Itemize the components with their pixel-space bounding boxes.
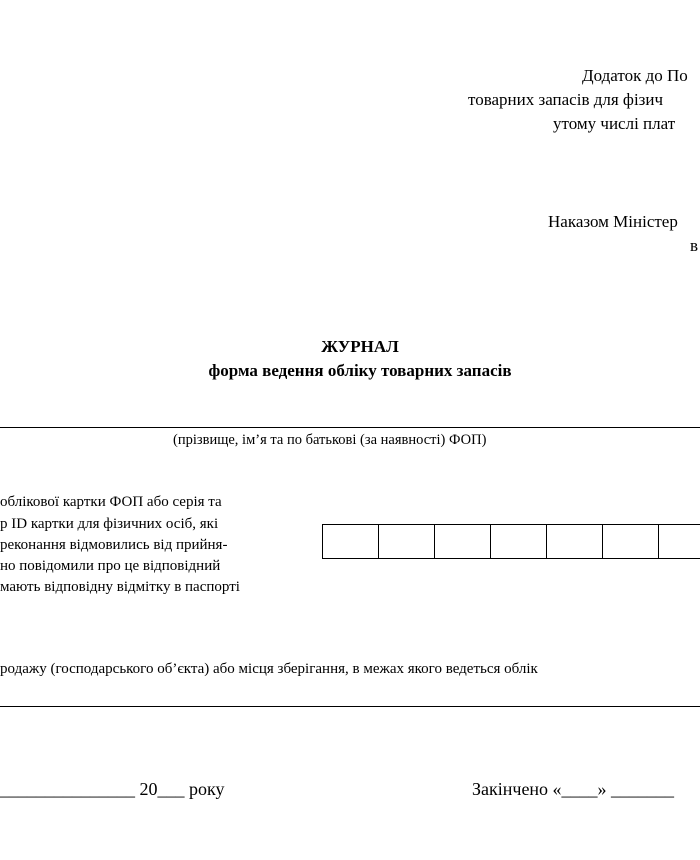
appendix-header-line-2: товарних запасів для фізич — [468, 90, 664, 109]
document-title: ЖУРНАЛ — [321, 337, 399, 356]
id-digit-box[interactable] — [323, 525, 379, 558]
appendix-header-line-1: Додаток до По — [582, 66, 688, 85]
document-subtitle: форма ведення обліку товарних запасів — [208, 361, 512, 380]
id-digit-box[interactable] — [659, 525, 700, 558]
id-text-line-5: мають відповідну відмітку в паспорті — [0, 579, 240, 595]
name-underline — [0, 427, 700, 428]
place-underline — [0, 706, 700, 707]
approved-by-line-2: в — [690, 236, 699, 255]
id-digit-box[interactable] — [435, 525, 491, 558]
id-digit-box[interactable] — [379, 525, 435, 558]
id-text-line-2: р ID картки для фізичних осіб, які — [0, 516, 219, 532]
name-caption: (прізвище, ім’я та по батькові (за наявності) ФОП) — [173, 432, 487, 448]
id-number-boxes[interactable] — [322, 524, 700, 559]
approved-by-line-1: Наказом Міністер — [548, 212, 678, 231]
id-text-line-4: но повідомили про це відповідний — [0, 558, 221, 574]
id-digit-box[interactable] — [491, 525, 547, 558]
finished-date: Закінчено «____» _______ — [472, 779, 675, 799]
started-date: _______________ 20___ року — [0, 779, 225, 799]
id-text-line-1: облікової картки ФОП або серія та — [0, 494, 222, 510]
id-digit-box[interactable] — [603, 525, 659, 558]
id-digit-box[interactable] — [547, 525, 603, 558]
place-of-sale-text: родажу (господарського об’єкта) або місця зберігання, в межах якого ведеться облік — [0, 661, 538, 677]
id-text-line-3: реконання відмовились від прийня- — [0, 537, 228, 553]
appendix-header-line-3: утому числі плат — [553, 114, 676, 133]
